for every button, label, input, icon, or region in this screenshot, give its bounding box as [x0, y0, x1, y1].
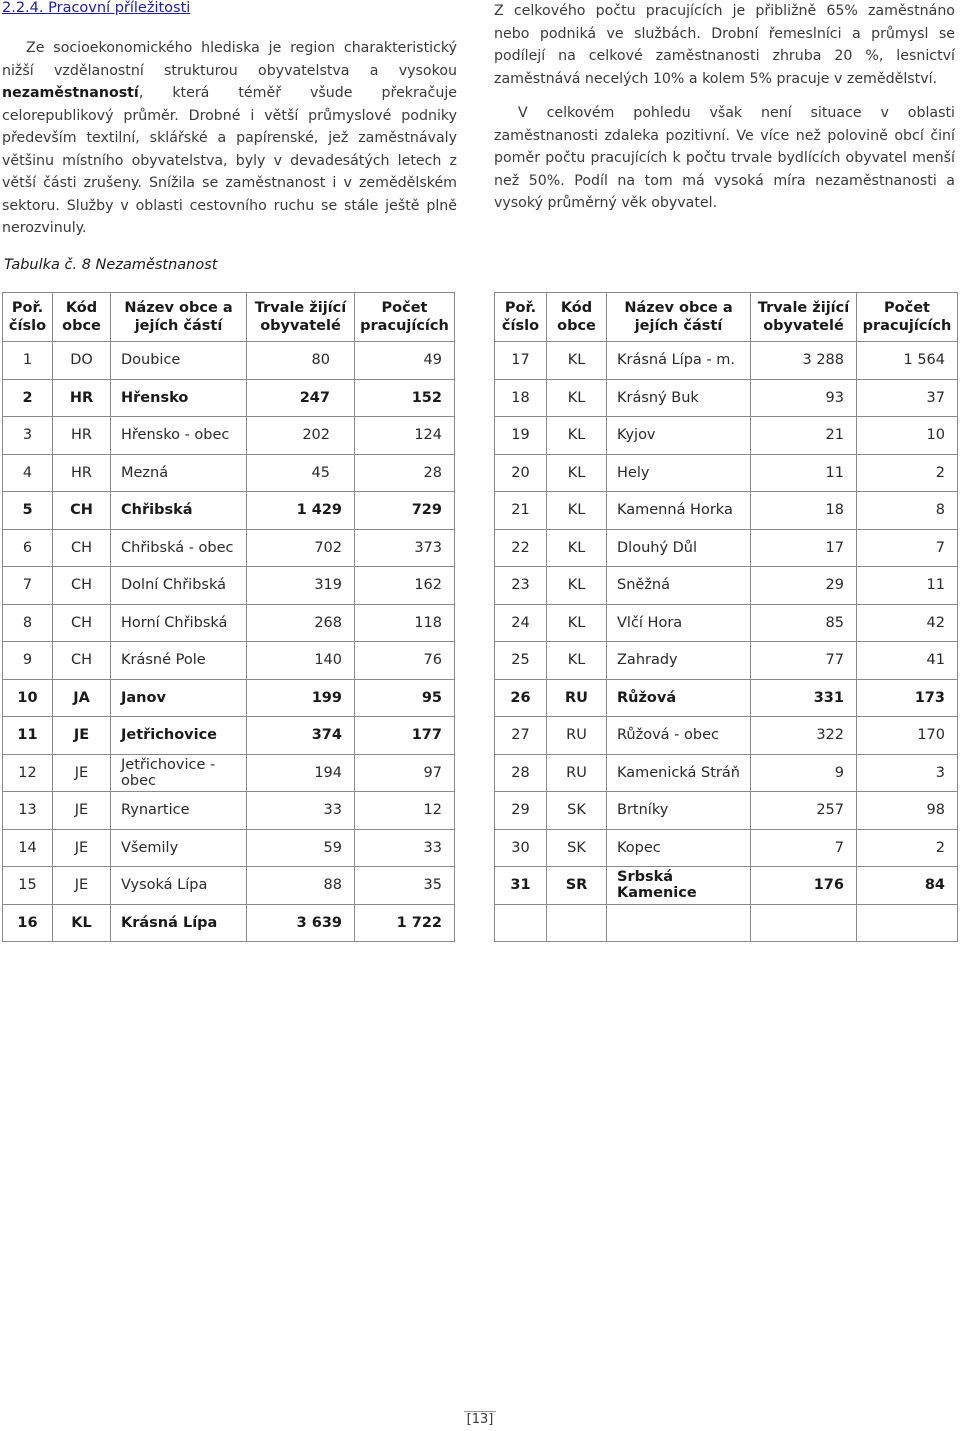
- table-caption: Tabulka č. 8 Nezaměstnanost: [4, 257, 218, 273]
- table-row: [3, 492, 455, 530]
- table-row: [3, 454, 455, 492]
- row-workers: 41: [857, 642, 958, 680]
- row-municipality: Hely: [607, 454, 751, 492]
- row-residents: 11: [751, 454, 857, 492]
- row-residents: 322: [751, 717, 857, 755]
- row-code: HR: [53, 417, 111, 455]
- row-workers: 373: [355, 529, 455, 567]
- row-residents: 140: [247, 642, 355, 680]
- table-row: [3, 342, 455, 380]
- row-municipality: Vlčí Hora: [607, 604, 751, 642]
- row-workers: 177: [355, 717, 455, 755]
- row-residents: 29: [751, 567, 857, 605]
- header-residents: Trvale žijící obyvatelé: [247, 293, 355, 342]
- row-workers: 28: [355, 454, 455, 492]
- row-number: 23: [495, 567, 547, 605]
- row-residents: 88: [247, 867, 355, 905]
- row-number: 22: [495, 529, 547, 567]
- row-number: 7: [3, 567, 53, 605]
- row-workers: 11: [857, 567, 958, 605]
- header-code: Kód obce: [547, 293, 607, 342]
- row-residents: 45: [247, 454, 355, 492]
- table-row: [495, 454, 958, 492]
- table-row: [495, 829, 958, 867]
- row-residents: 21: [751, 417, 857, 455]
- row-code: [547, 904, 607, 942]
- row-code: KL: [547, 417, 607, 455]
- row-residents: 257: [751, 792, 857, 830]
- table-row: [3, 567, 455, 605]
- row-number: 28: [495, 754, 547, 792]
- table-row: [495, 717, 958, 755]
- right-text-column: [494, 0, 955, 215]
- section-heading: 2.2.4. Pracovní příležitosti: [2, 0, 191, 16]
- header-name: Název obce a jejích částí: [111, 293, 247, 342]
- row-number: 8: [3, 604, 53, 642]
- row-number: 9: [3, 642, 53, 680]
- row-residents: 702: [247, 529, 355, 567]
- row-residents: 331: [751, 679, 857, 717]
- row-workers: 98: [857, 792, 958, 830]
- row-number: 10: [3, 679, 53, 717]
- table-row: [495, 379, 958, 417]
- row-number: 4: [3, 454, 53, 492]
- row-residents: 194: [247, 754, 355, 792]
- row-workers: 97: [355, 754, 455, 792]
- row-code: KL: [547, 379, 607, 417]
- row-residents: 18: [751, 492, 857, 530]
- row-code: SK: [547, 829, 607, 867]
- row-municipality: Krásný Buk: [607, 379, 751, 417]
- row-workers: 12: [355, 792, 455, 830]
- row-residents: 1 429: [247, 492, 355, 530]
- row-residents: 17: [751, 529, 857, 567]
- row-number: 25: [495, 642, 547, 680]
- row-number: 1: [3, 342, 53, 380]
- row-code: CH: [53, 529, 111, 567]
- table-row: [495, 792, 958, 830]
- table-row: [3, 604, 455, 642]
- header-order: Poř. číslo: [3, 293, 53, 342]
- row-workers: 33: [355, 829, 455, 867]
- table-row: [495, 567, 958, 605]
- page-number: [13]: [0, 1412, 960, 1427]
- table-row: [495, 604, 958, 642]
- table-row: [495, 342, 958, 380]
- table-row: [495, 904, 958, 942]
- row-municipality: Kyjov: [607, 417, 751, 455]
- row-municipality: Janov: [111, 679, 247, 717]
- row-workers: 8: [857, 492, 958, 530]
- row-municipality: Zahrady: [607, 642, 751, 680]
- row-workers: 2: [857, 829, 958, 867]
- table-row: [3, 379, 455, 417]
- row-number: 15: [3, 867, 53, 905]
- row-code: RU: [547, 679, 607, 717]
- row-municipality: Chřibská - obec: [111, 529, 247, 567]
- row-code: KL: [547, 567, 607, 605]
- row-residents: [751, 904, 857, 942]
- row-number: 27: [495, 717, 547, 755]
- row-municipality: Mezná: [111, 454, 247, 492]
- header-name: Název obce a jejích částí: [607, 293, 751, 342]
- row-residents: 268: [247, 604, 355, 642]
- left-paragraph: Ze socioekonomického hlediska je region charakteristický nižší vzdělanostní strukturou obyvatelstva a vysokou nezaměstnaností, která téměř všude překračuje celorepublikový průměr. Drobné i větší průmyslové podniky především textilní, sklářské a papírenské, jež zaměstnávaly většinu místního obyvatelstva, byly v devadesátých letech z větší části zrušeny. Snížila se zaměstnanost i v zemědělském sektoru. Služby v oblasti cestovního ruchu se stále ještě plně nerozvinuly.: [2, 40, 457, 236]
- row-number: 3: [3, 417, 53, 455]
- table-header-row: [3, 293, 455, 342]
- right-paragraph-1: Z celkového počtu pracujících je přibližně 65% zaměstnáno nebo podniká ve službách. Drobní řemeslníci a průmysl se podílejí na celkové zaměstnanosti zhruba 20 %, lesnictví zaměstnává necelých 10% a kolem 5% pracuje v zemědělství.: [494, 3, 955, 87]
- row-code: CH: [53, 492, 111, 530]
- row-workers: 118: [355, 604, 455, 642]
- unemployment-table-left: [2, 292, 455, 942]
- row-number: 19: [495, 417, 547, 455]
- row-municipality: Všemily: [111, 829, 247, 867]
- row-residents: 85: [751, 604, 857, 642]
- row-code: KL: [53, 904, 111, 942]
- table-row: [3, 679, 455, 717]
- table-row: [3, 529, 455, 567]
- row-code: CH: [53, 642, 111, 680]
- row-residents: 59: [247, 829, 355, 867]
- row-workers: 729: [355, 492, 455, 530]
- row-code: KL: [547, 492, 607, 530]
- row-municipality: Krásná Lípa - m.: [607, 342, 751, 380]
- row-municipality: Brtníky: [607, 792, 751, 830]
- row-municipality: Doubice: [111, 342, 247, 380]
- row-residents: 3 288: [751, 342, 857, 380]
- row-number: 24: [495, 604, 547, 642]
- row-residents: 202: [247, 417, 355, 455]
- table-row: [495, 679, 958, 717]
- table-row: [495, 642, 958, 680]
- row-code: RU: [547, 754, 607, 792]
- header-code: Kód obce: [53, 293, 111, 342]
- row-code: RU: [547, 717, 607, 755]
- row-number: 12: [3, 754, 53, 792]
- bold-term: nezaměstnaností: [2, 85, 139, 101]
- table-row: [495, 867, 958, 905]
- row-municipality: Jetřichovice: [111, 717, 247, 755]
- row-code: HR: [53, 379, 111, 417]
- row-workers: 3: [857, 754, 958, 792]
- row-workers: 35: [355, 867, 455, 905]
- row-municipality: [607, 904, 751, 942]
- row-municipality: Krásná Lípa: [111, 904, 247, 942]
- row-code: JA: [53, 679, 111, 717]
- row-residents: 9: [751, 754, 857, 792]
- table-row: [3, 829, 455, 867]
- row-code: SR: [547, 867, 607, 905]
- row-workers: 170: [857, 717, 958, 755]
- row-number: 30: [495, 829, 547, 867]
- table-row: [3, 867, 455, 905]
- header-workers: Počet pracujících: [355, 293, 455, 342]
- row-code: KL: [547, 529, 607, 567]
- row-municipality: Kamenná Horka: [607, 492, 751, 530]
- row-code: KL: [547, 454, 607, 492]
- row-municipality: Jetřichovice - obec: [111, 754, 247, 792]
- row-workers: 7: [857, 529, 958, 567]
- row-residents: 176: [751, 867, 857, 905]
- table-row: [3, 717, 455, 755]
- table-row: [3, 754, 455, 792]
- row-code: JE: [53, 829, 111, 867]
- table-row: [495, 529, 958, 567]
- row-workers: 152: [355, 379, 455, 417]
- row-residents: 7: [751, 829, 857, 867]
- row-workers: 2: [857, 454, 958, 492]
- row-municipality: Rynartice: [111, 792, 247, 830]
- row-workers: [857, 904, 958, 942]
- row-municipality: Kamenická Stráň: [607, 754, 751, 792]
- row-number: [495, 904, 547, 942]
- header-order: Poř. číslo: [495, 293, 547, 342]
- row-number: 20: [495, 454, 547, 492]
- row-residents: 319: [247, 567, 355, 605]
- row-code: JE: [53, 867, 111, 905]
- row-code: JE: [53, 717, 111, 755]
- table-row: [3, 904, 455, 942]
- row-workers: 37: [857, 379, 958, 417]
- row-municipality: Růžová - obec: [607, 717, 751, 755]
- row-number: 6: [3, 529, 53, 567]
- row-number: 13: [3, 792, 53, 830]
- row-residents: 80: [247, 342, 355, 380]
- row-workers: 1 722: [355, 904, 455, 942]
- left-text-column: [2, 37, 457, 240]
- row-number: 2: [3, 379, 53, 417]
- row-number: 14: [3, 829, 53, 867]
- row-municipality: Růžová: [607, 679, 751, 717]
- row-code: SK: [547, 792, 607, 830]
- row-residents: 77: [751, 642, 857, 680]
- row-municipality: Krásné Pole: [111, 642, 247, 680]
- row-code: KL: [547, 604, 607, 642]
- row-number: 11: [3, 717, 53, 755]
- row-workers: 10: [857, 417, 958, 455]
- header-residents: Trvale žijící obyvatelé: [751, 293, 857, 342]
- row-code: JE: [53, 792, 111, 830]
- row-workers: 49: [355, 342, 455, 380]
- unemployment-table-right: [494, 292, 958, 942]
- row-workers: 162: [355, 567, 455, 605]
- table-row: [3, 417, 455, 455]
- row-residents: 374: [247, 717, 355, 755]
- row-number: 17: [495, 342, 547, 380]
- row-residents: 3 639: [247, 904, 355, 942]
- table-row: [495, 754, 958, 792]
- row-workers: 76: [355, 642, 455, 680]
- row-workers: 95: [355, 679, 455, 717]
- row-workers: 42: [857, 604, 958, 642]
- row-number: 31: [495, 867, 547, 905]
- table-row: [495, 417, 958, 455]
- row-number: 16: [3, 904, 53, 942]
- table-row: [3, 792, 455, 830]
- row-workers: 173: [857, 679, 958, 717]
- row-municipality: Hřensko - obec: [111, 417, 247, 455]
- row-code: JE: [53, 754, 111, 792]
- row-municipality: Dolní Chřibská: [111, 567, 247, 605]
- row-workers: 84: [857, 867, 958, 905]
- row-number: 5: [3, 492, 53, 530]
- row-code: CH: [53, 604, 111, 642]
- row-number: 26: [495, 679, 547, 717]
- row-municipality: Sněžná: [607, 567, 751, 605]
- row-workers: 1 564: [857, 342, 958, 380]
- row-code: HR: [53, 454, 111, 492]
- row-code: DO: [53, 342, 111, 380]
- row-residents: 33: [247, 792, 355, 830]
- row-residents: 247: [247, 379, 355, 417]
- table-row: [3, 642, 455, 680]
- header-workers: Počet pracujících: [857, 293, 958, 342]
- row-municipality: Srbská Kamenice: [607, 867, 751, 905]
- table-header-row: [495, 293, 958, 342]
- right-paragraph-2: V celkovém pohledu však není situace v oblasti zaměstnanosti zdaleka pozitivní. Ve více než polovině obcí činí poměr počtu pracujících k počtu trvale bydlících obyvatel menší než 50%. Podíl na tom má vysoká míra nezaměstnanosti a vysoký průměrný věk obyvatel.: [494, 105, 955, 211]
- row-residents: 199: [247, 679, 355, 717]
- row-number: 18: [495, 379, 547, 417]
- row-municipality: Hřensko: [111, 379, 247, 417]
- row-municipality: Chřibská: [111, 492, 247, 530]
- row-residents: 93: [751, 379, 857, 417]
- row-workers: 124: [355, 417, 455, 455]
- row-number: 21: [495, 492, 547, 530]
- row-municipality: Dlouhý Důl: [607, 529, 751, 567]
- row-municipality: Kopec: [607, 829, 751, 867]
- row-municipality: Vysoká Lípa: [111, 867, 247, 905]
- row-code: KL: [547, 642, 607, 680]
- row-code: CH: [53, 567, 111, 605]
- row-municipality: Horní Chřibská: [111, 604, 247, 642]
- table-row: [495, 492, 958, 530]
- row-number: 29: [495, 792, 547, 830]
- row-code: KL: [547, 342, 607, 380]
